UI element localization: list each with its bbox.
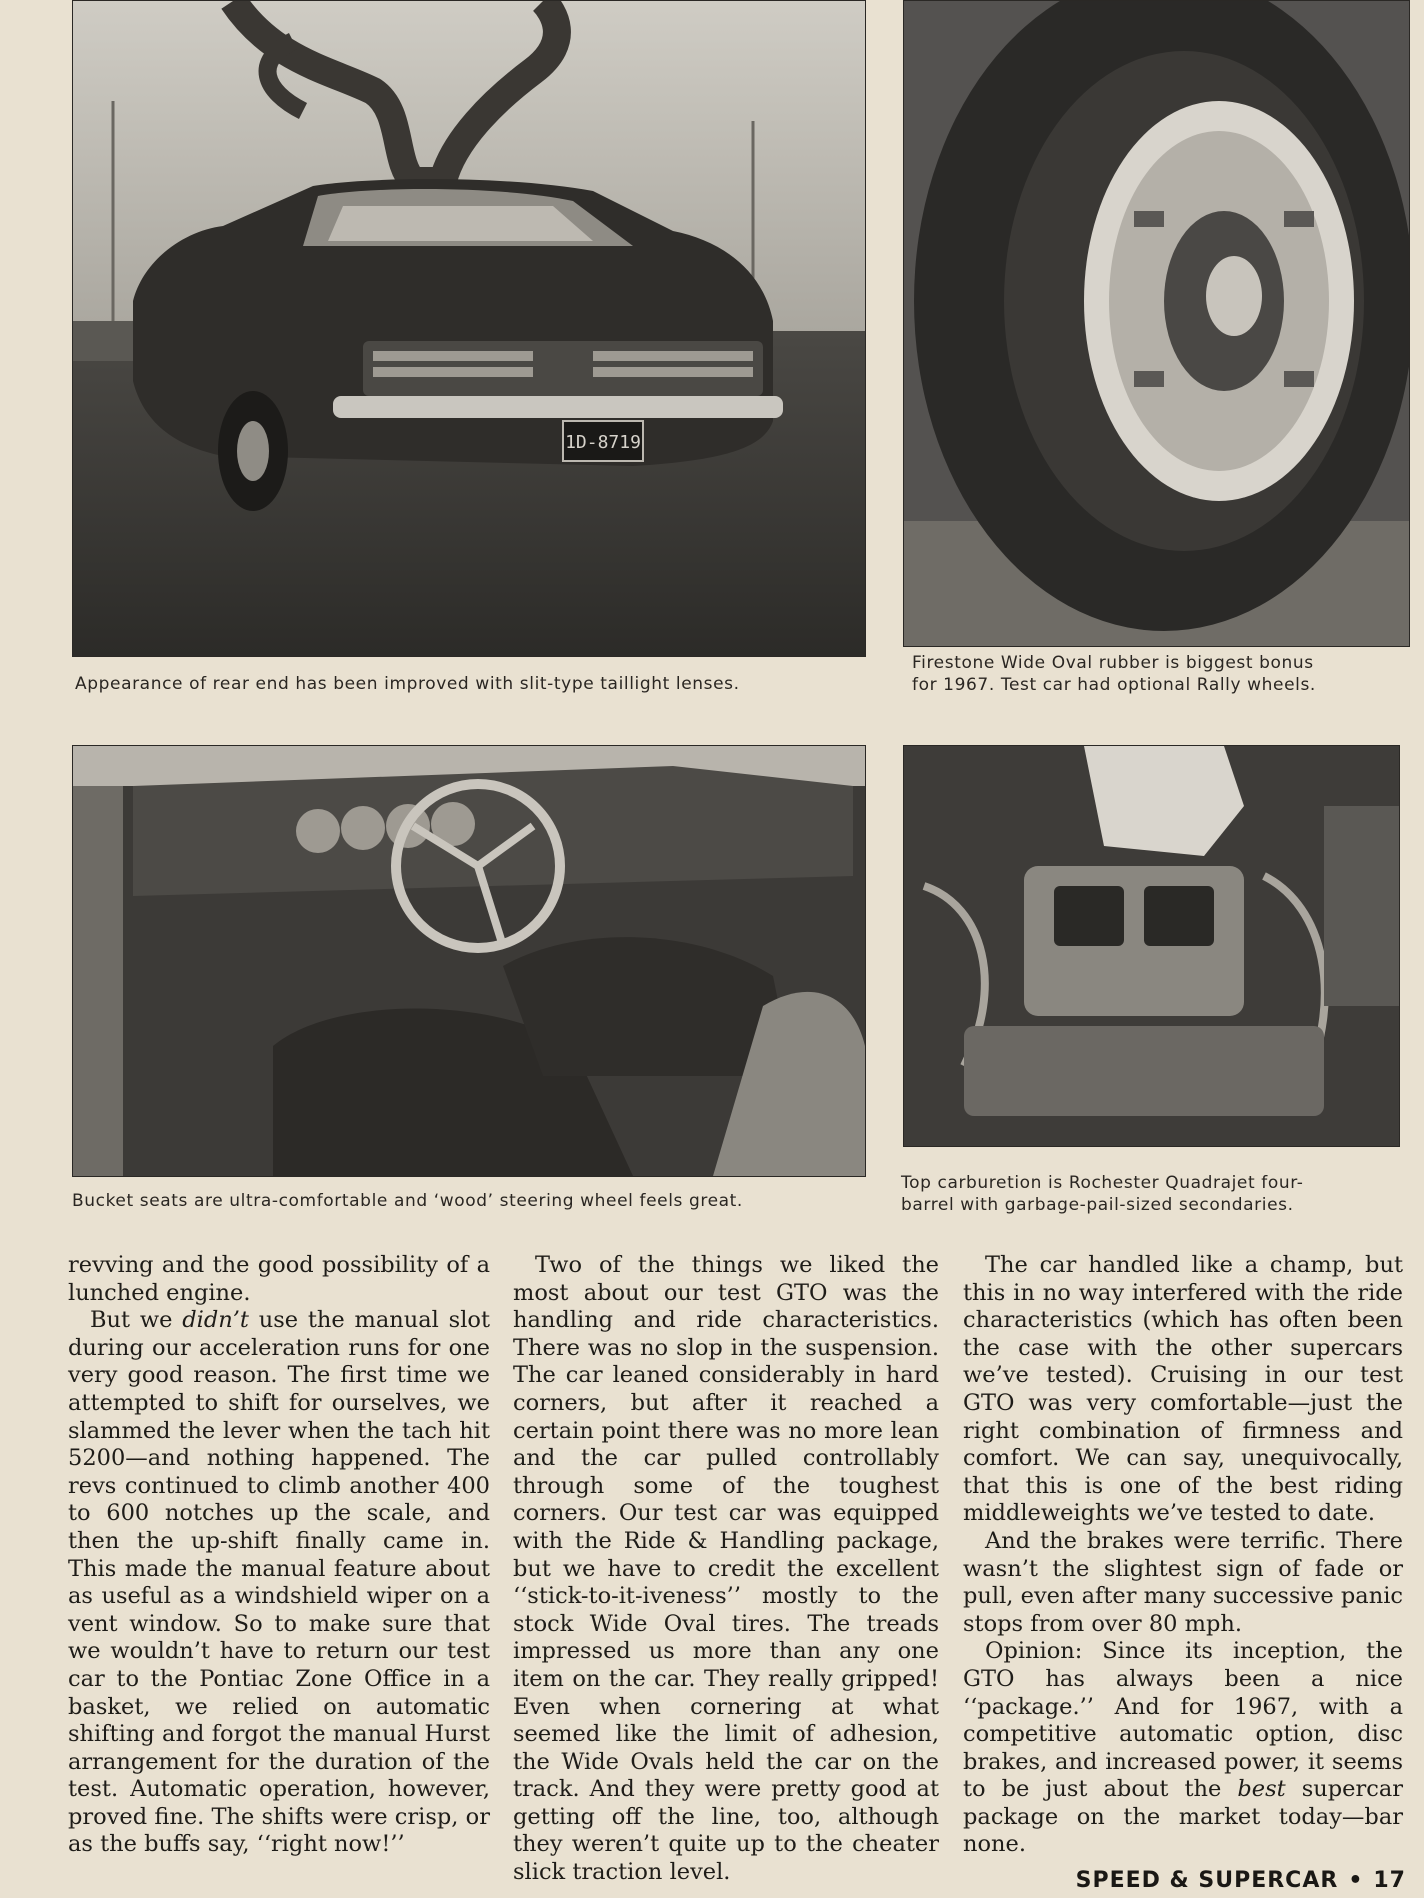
caption-carburetor-line2: barrel with garbage-pail-sized secondaries. <box>901 1195 1294 1215</box>
text-run: supercar package on the market today—bar none. <box>963 1776 1404 1858</box>
article-column-2 <box>513 1252 939 1887</box>
photo-interior <box>72 745 866 1177</box>
photo-wide-oval-tire <box>903 0 1410 647</box>
paragraph: And the brakes were terrific. There wasn’t the slightest sign of fade or pull, even after many successive panic stops from over 80 mph. <box>963 1527 1403 1637</box>
paragraph: Two of the things we liked the most about our test GTO was the handling and ride characteristics. There was no slop in the suspension. The car leaned considerably in hard corners, but after it reached a certain point there was no more lean and the car pulled controllably through some of the toughest corners. Our test car was equipped with the Ride & Handling package, but we have to credit the excellent ‘‘stick-to-it-iveness’’ mostly to the stock Wide Oval tires. The treads impressed us more than any one item on the car. They really gripped! Even when cornering at what seemed like the limit of adhesion, the Wide Ovals held the car on the track. And they were pretty good at getting off the line, too, although they weren’t quite up to the cheater slick traction level. <box>513 1252 939 1886</box>
article-column-3 <box>963 1252 1403 1859</box>
text-run: use the manual slot during our acceleration runs for one very good reason. The first time we attempted to shift for ourselves, we slammed the lever when the tach hit 5200—and nothing happened. The revs continued to climb another 400 to 600 notches up the scale, and then the up-shift finally came in. This made the manual feature about as useful as a windshield wiper on a vent window. So to make sure that we wouldn’t have to return our test car to the Pontiac Zone Office in a basket, we relied on automatic shifting and forgot the manual Hurst arrangement for the duration of the test. Automatic operation, however, proved fine. The shifts were crisp, or as the buffs say, ‘‘right now!’’ <box>68 1307 491 1858</box>
caption-interior: Bucket seats are ultra-comfortable and ‘wood’ steering wheel feels great. <box>72 1191 743 1211</box>
paragraph: revving and the good possibility of a lunched engine. <box>68 1252 490 1306</box>
emphasis: best <box>1237 1776 1286 1803</box>
text-run: But we <box>90 1307 183 1334</box>
paragraph: The car handled like a champ, but this in no way interfered with the ride characteristics (which has often been the case with the other supercars we’ve tested). Cruising in our test GTO was very comfortable—just the right combination of firmness and comfort. We can say, unequivocally, that this is one of the best riding middleweights we’ve tested to date. <box>963 1252 1403 1527</box>
caption-carburetor <box>901 1172 1401 1216</box>
paragraph <box>68 1307 490 1859</box>
photo-gto-rear <box>72 0 866 657</box>
article-column-1 <box>68 1252 490 1859</box>
text-run: Opinion: Since its inception, the GTO has always been a nice ‘‘package.’’ And for 1967, with a competitive automatic option, disc brakes, and increased power, it seems to be just about the <box>963 1638 1403 1803</box>
paragraph <box>963 1638 1403 1859</box>
photo-carburetor <box>903 745 1400 1147</box>
page-number: 17 <box>1373 1868 1406 1893</box>
license-plate: 1D-8719 <box>565 432 641 453</box>
emphasis: didn’t <box>182 1307 249 1334</box>
caption-tire <box>912 652 1412 696</box>
magazine-name: SPEED & SUPERCAR <box>1075 1868 1339 1893</box>
footer-separator: • <box>1348 1868 1364 1893</box>
caption-carburetor-line1: Top carburetion is Rochester Quadrajet four- <box>901 1173 1304 1193</box>
page-footer <box>1076 1868 1406 1893</box>
caption-rear: Appearance of rear end has been improved with slit-type taillight lenses. <box>75 674 740 694</box>
caption-tire-line1: Firestone Wide Oval rubber is biggest bonus <box>912 653 1314 673</box>
caption-tire-line2: for 1967. Test car had optional Rally wheels. <box>912 675 1316 695</box>
